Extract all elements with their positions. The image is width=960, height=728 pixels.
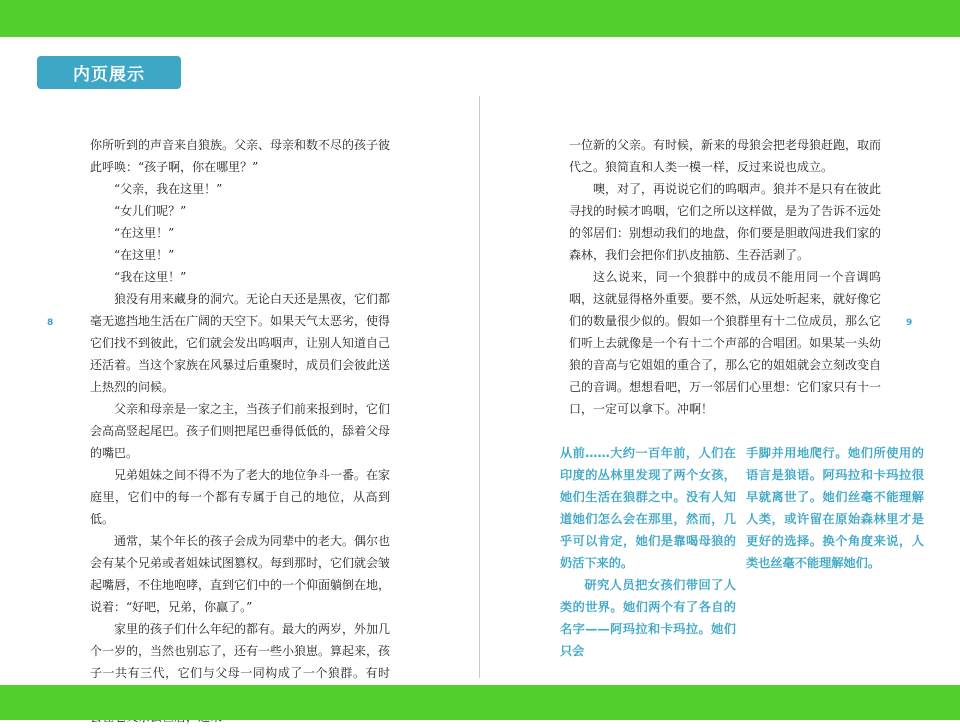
highlight-column-right bbox=[746, 442, 924, 574]
paragraph: 兄弟姐妹之间不得不为了老大的地位争斗一番。在家庭里，它们中的每一个都有专属于自己的地位，从高到低。 bbox=[90, 468, 391, 526]
page-divider bbox=[479, 96, 480, 678]
paragraph: 父亲和母亲是一家之主，当孩子们前来报到时，它们会高高竖起尾巴。孩子们则把尾巴垂得低低的，舔着父母的嘴巴。 bbox=[90, 402, 391, 460]
paragraph: 从前……大约一百年前，人们在印度的丛林里发现了两个女孩，她们生活在狼群之中。没有人知道她们怎么会在那里，然而，几乎可以肯定，她们是靠喝母狼的奶活下来的。 bbox=[560, 446, 736, 570]
paragraph: 这么说来，同一个狼群中的成员不能用同一个音调呜咽，这就显得格外重要。要不然，从远处听起来，就好像它们的数量很少似的。假如一个狼群里有十二位成员，那么它们听上去就像是一个有十二个声部的合唱团。如果某一头幼狼的音高与它姐姐的重合了，那么它的姐姐就会立刻改变自己的音调。想想看吧，万一邻居们心里想：它们家只有十一口，一定可以拿下。冲啊！ bbox=[569, 270, 882, 416]
paragraph: 狼没有用来藏身的洞穴。无论白天还是黑夜，它们都毫无遮挡地生活在广阔的天空下。如果天气太恶劣，使得它们找不到彼此，它们就会发出呜咽声，让别人知道自己还活着。当这个家族在风暴过后重聚时，成员们会彼此送上热烈的问候。 bbox=[90, 292, 391, 394]
paragraph: “在这里！” bbox=[114, 248, 175, 262]
paragraph: 通常，某个年长的孩子会成为同辈中的老大。偶尔也会有某个兄弟或者姐妹试图篡权。每到那时，它们就会皱起嘴唇，不住地咆哮，直到它们中的一个仰面躺倒在地，说着：“好吧，兄弟，你赢了。” bbox=[90, 534, 391, 614]
paragraph: 家里的孩子们什么年纪的都有。最大的两岁，外加几个一岁的，当然也别忘了，还有一些小狼崽。算起来，孩子一共有三代，它们与父母一同构成了一个狼群。有时 bbox=[90, 622, 391, 680]
paragraph: “我在这里！” bbox=[114, 270, 187, 284]
paragraph: “在这里！” bbox=[114, 226, 175, 240]
paragraph: 你所听到的声音来自狼族。父亲、母亲和数不尽的孩子彼此呼唤：“孩子啊，你在哪里？” bbox=[90, 138, 391, 174]
right-page-number: 9 bbox=[906, 318, 913, 328]
section-badge: 内页展示 bbox=[37, 56, 181, 89]
top-bar bbox=[0, 0, 960, 37]
left-page-text bbox=[90, 134, 390, 728]
left-page-number: 8 bbox=[47, 318, 54, 328]
paragraph: 噢，对了，再说说它们的呜咽声。狼并不是只有在彼此寻找的时候才呜咽，它们之所以这样做，是为了告诉不远处的邻居们：别想动我们的地盘，你们要是胆敢闯进我们家的森林，我们会把你们扒皮抽筋、生吞活剥了。 bbox=[569, 182, 882, 262]
paragraph: “女儿们呢？” bbox=[114, 204, 187, 218]
paragraph: 一位新的父亲。有时候，新来的母狼会把老母狼赶跑，取而代之。狼简直和人类一模一样，反过来说也成立。 bbox=[569, 138, 882, 174]
right-page-text bbox=[569, 134, 881, 420]
bottom-bar bbox=[0, 685, 960, 720]
paragraph: “父亲，我在这里！” bbox=[114, 182, 223, 196]
paragraph: 研究人员把女孩们带回了人类的世界。她们两个有了各自的名字——阿玛拉和卡玛拉。她们只会 bbox=[560, 578, 736, 658]
paragraph: 手脚并用地爬行。她们所使用的语言是狼语。阿玛拉和卡玛拉很早就离世了。她们丝毫不能理解人类，或许留在原始森林里才是更好的选择。换个角度来说，人类也丝毫不能理解她们。 bbox=[746, 446, 924, 570]
highlight-column-left bbox=[560, 442, 736, 662]
